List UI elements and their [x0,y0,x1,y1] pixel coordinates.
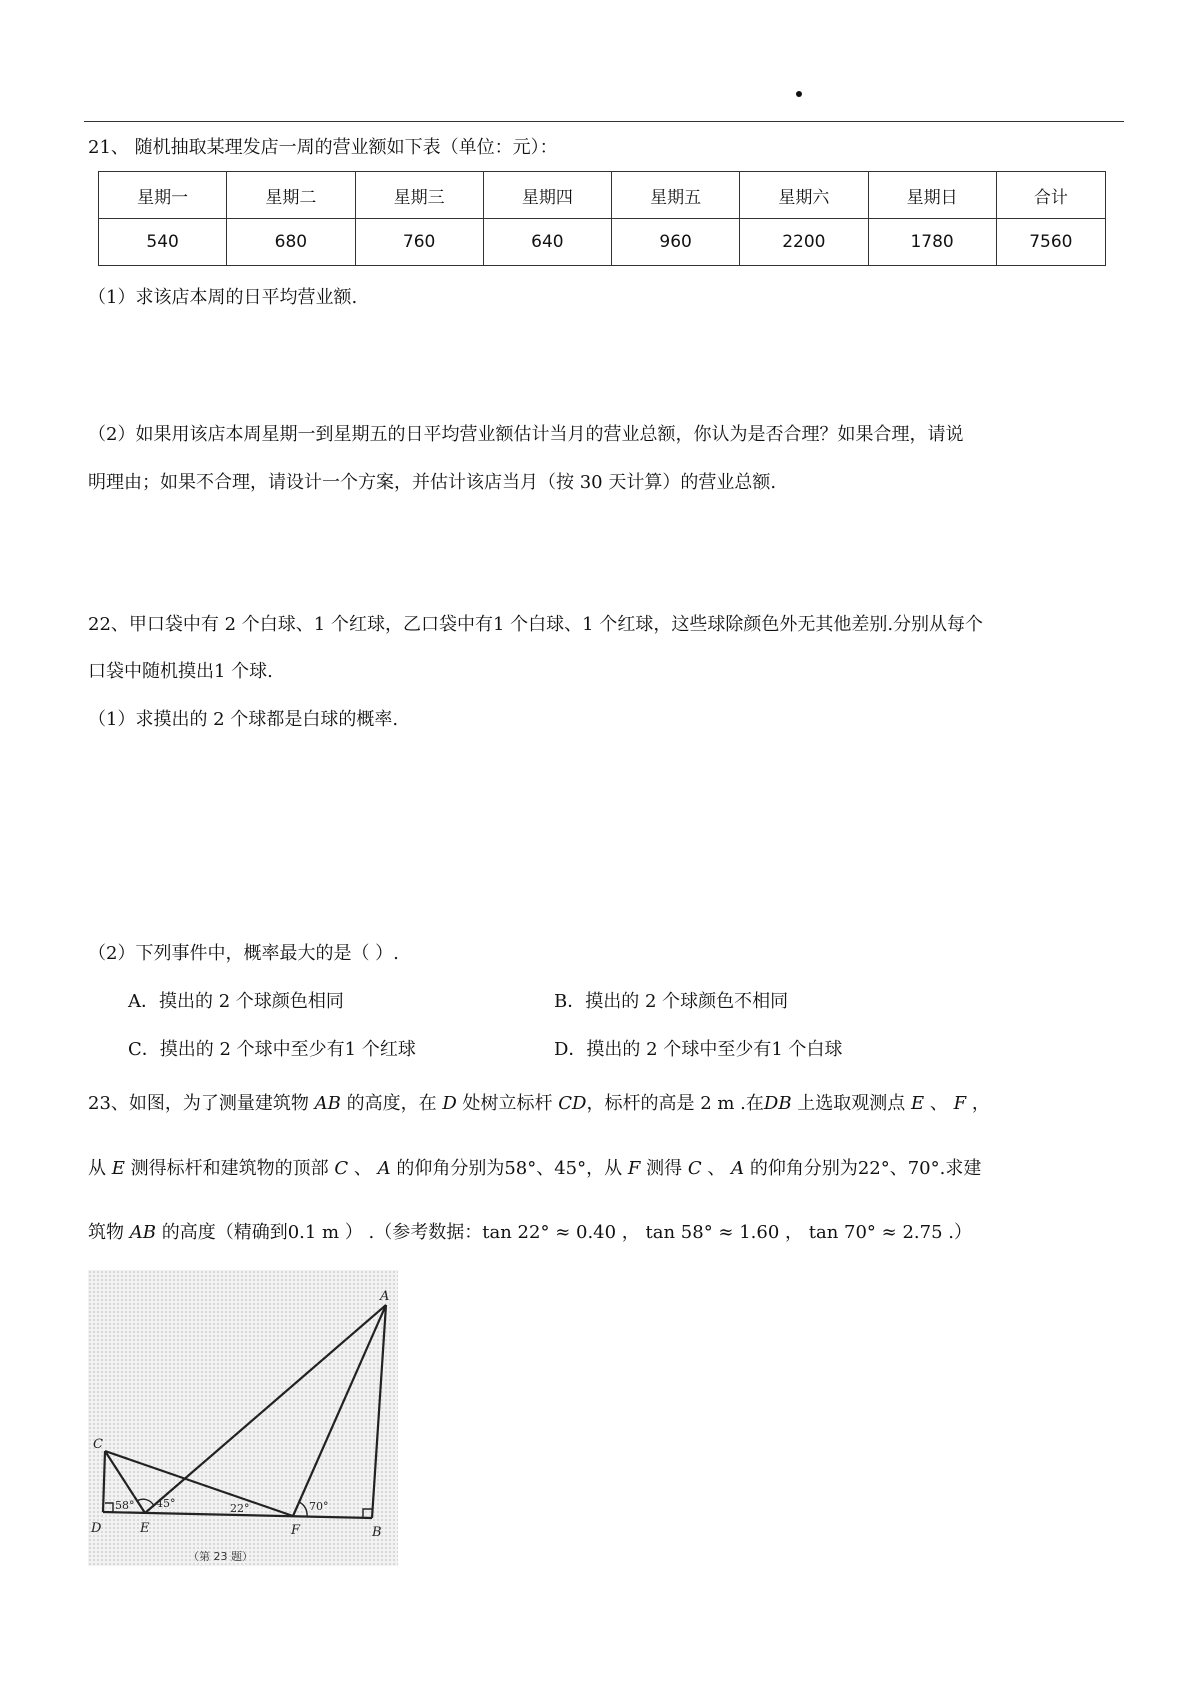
label-f: F [291,1523,301,1538]
building-ab [372,1305,386,1518]
table-value-cell: 640 [483,219,611,266]
text: 23、如图，为了测量建筑物 [88,1093,309,1114]
sight-line-ea [145,1305,386,1513]
text: 的仰角分别为58°、45°，从 [396,1158,623,1179]
header-rule [84,121,1124,122]
table-header-cell: 星期六 [740,172,868,219]
figure-caption: （第 23 题） [188,1550,253,1563]
label-c: C [93,1437,103,1452]
text: 测得 [646,1158,683,1179]
text: 筑物 [88,1222,124,1243]
right-angle-b [363,1509,372,1518]
geometry-figure [88,1270,398,1566]
table-header-cell: 星期三 [355,172,483,219]
table-value-cell: 680 [227,219,355,266]
q22-option-c: C．摸出的 2 个球中至少有1 个红球 [128,1039,416,1060]
text: 的仰角分别为22°、70°.求建 [749,1158,982,1179]
sales-table [98,171,1106,266]
table-header-cell: 星期二 [227,172,355,219]
q22-option-a: A．摸出的 2 个球颜色相同 [128,991,344,1012]
q22-stem-line1: 22、甲口袋中有 2 个白球、1 个红球，乙口袋中有1 个白球、1 个红球，这些球除颜色外无其他差别.分别从每个 [88,614,984,635]
var-db: DB [763,1093,792,1114]
label-d: D [91,1521,102,1536]
right-angle-d [105,1503,113,1512]
q23-line2 [88,1157,981,1181]
var-a: A [731,1158,745,1179]
var-e: E [111,1158,125,1179]
table-header-cell: 合计 [996,172,1105,219]
q22-stem-line2: 口袋中随机摸出1 个球. [88,661,273,682]
q23-line3 [88,1221,972,1245]
q23-line1 [88,1092,990,1116]
q21-part1: （1）求该店本周的日平均营业额. [88,287,358,308]
q21-part2-line2: 明理由；如果不合理，请设计一个方案，并估计该店当月（按 30 天计算）的营业总额. [88,472,777,493]
table-value-cell: 760 [355,219,483,266]
sight-line-fa [293,1305,386,1516]
label-b: B [372,1525,382,1540]
q21-part2-line1: （2）如果用该店本周星期一到星期五的日平均营业额估计当月的营业总额，你认为是否合理？如果合理，请说 [88,424,964,445]
table-value-cell: 7560 [996,219,1105,266]
angle-arc-f [299,1502,307,1516]
angle-label-22: 22° [230,1502,250,1515]
var-f: F [953,1093,967,1114]
table-header-cell: 星期一 [99,172,227,219]
table-value-row [99,219,1106,266]
label-e: E [140,1521,150,1536]
var-c: C [334,1158,349,1179]
q22-option-d: D．摸出的 2 个球中至少有1 个白球 [554,1039,843,1060]
text: ，标杆的高是 2 m .在 [586,1093,764,1114]
q22-part2: （2）下列事件中，概率最大的是（ ）. [88,943,399,964]
var-e: E [911,1093,925,1114]
text: 上选取观测点 [797,1093,906,1114]
text: 、 [353,1158,372,1179]
table-header-cell: 星期五 [612,172,740,219]
header-dot [796,91,802,97]
q21-stem: 21、 随机抽取某理发店一周的营业额如下表（单位：元）： [88,137,558,158]
pole-cd [103,1451,105,1512]
var-ab: AB [314,1093,341,1114]
q22-part1: （1）求摸出的 2 个球都是白球的概率. [88,709,399,730]
text: 、 [707,1158,726,1179]
table-value-cell: 540 [99,219,227,266]
var-ab: AB [129,1222,156,1243]
text: ， [971,1093,990,1114]
table-header-cell: 星期四 [483,172,611,219]
text: 的高度（精确到0.1 m ） .（参考数据：tan 22° ≈ 0.40 ， tan 58° ≈ 1.60 ， tan 70° ≈ 2.75 .） [161,1222,972,1243]
table-value-cell: 960 [612,219,740,266]
text: 处树立标杆 [462,1093,553,1114]
angle-label-70: 70° [309,1500,329,1513]
table-value-cell: 2200 [740,219,868,266]
var-d: D [442,1093,457,1114]
angle-label-58: 58° [115,1499,135,1512]
label-a: A [380,1289,390,1304]
table-header-row [99,172,1106,219]
table-header-cell: 星期日 [868,172,996,219]
var-c: C [687,1158,702,1179]
text: 从 [88,1158,106,1179]
text: 、 [929,1093,948,1114]
text: 的高度，在 [346,1093,437,1114]
text: 测得标杆和建筑物的顶部 [130,1158,329,1179]
q22-option-b: B．摸出的 2 个球颜色不相同 [554,991,789,1012]
var-cd: CD [558,1093,587,1114]
angle-label-45: 45° [156,1497,176,1510]
figure-svg [88,1270,398,1566]
table-value-cell: 1780 [868,219,996,266]
var-a: A [377,1158,391,1179]
var-f: F [627,1158,641,1179]
